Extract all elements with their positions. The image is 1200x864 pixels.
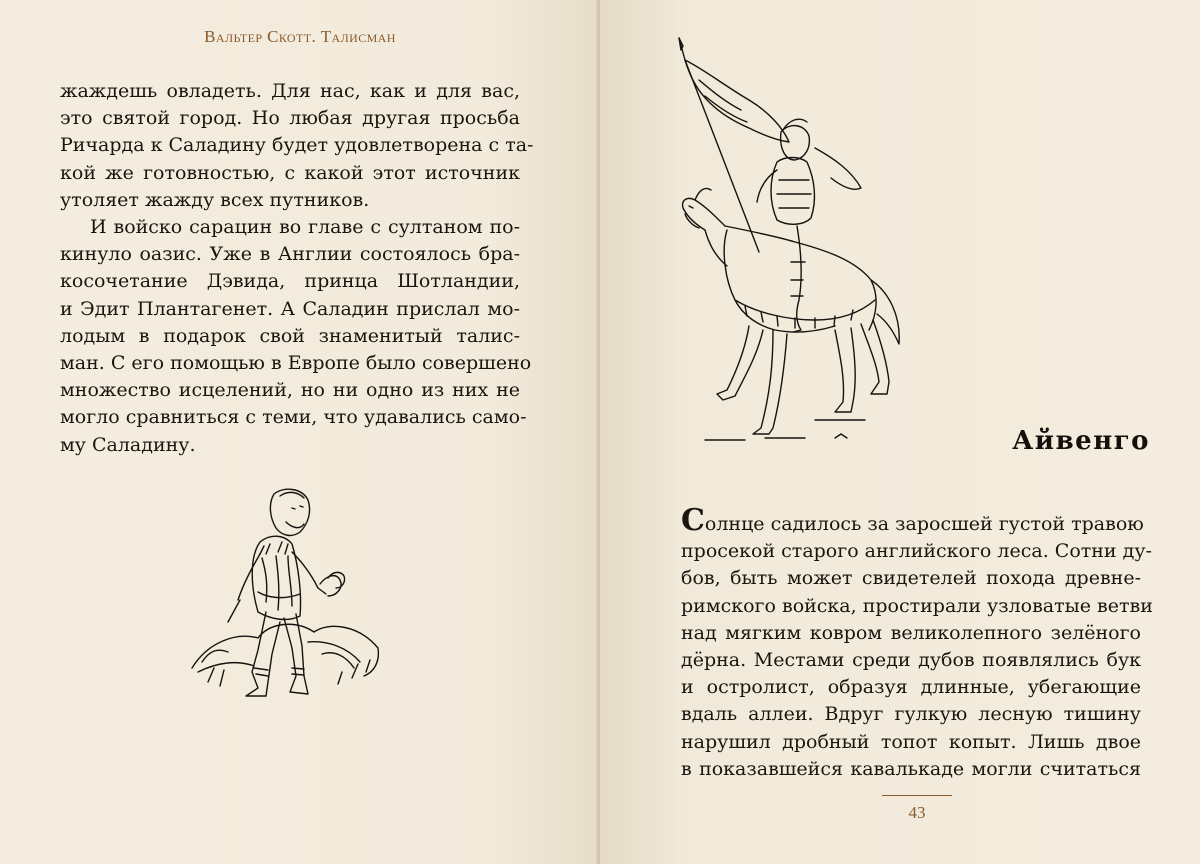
page-number-rule xyxy=(882,795,952,796)
right-page xyxy=(600,0,1200,864)
page-number: 43 xyxy=(908,803,926,822)
text-line: и Эдит Плантагенет. А Саладин прислал мо- xyxy=(60,297,520,320)
text-line: римского войска, простирали узловатые ветви xyxy=(681,594,1153,617)
knight-drawing xyxy=(665,30,915,455)
text-line: кой же готовностью, с какой этот источник xyxy=(60,161,520,184)
text-line: и остролист, образуя длинные, убегающие xyxy=(681,676,1141,699)
text-line: бов, быть может свидетелей похода древне- xyxy=(681,567,1141,590)
text-line-first xyxy=(681,503,1144,538)
first-line-text: олнце садилось за заросшей густой травою xyxy=(704,513,1144,535)
running-head: Вальтер Скотт. Талисман xyxy=(204,27,396,46)
text-line: дёрна. Местами среди дубов появлялись бук xyxy=(681,649,1141,672)
text-line: над мягким ковром великолепного зелёного xyxy=(681,621,1141,644)
text-line: косочетание Дэвида, принца Шотландии, xyxy=(60,270,520,293)
text-line: могло сравниться с теми, что удавались само- xyxy=(60,406,527,429)
drop-cap: С xyxy=(681,503,705,538)
wild-man-drawing xyxy=(188,472,384,710)
chapter-title: Айвенго xyxy=(1012,426,1150,456)
text-line: множество исцелений, но ни одно из них не xyxy=(60,379,520,402)
wild-man-illustration xyxy=(188,472,384,710)
text-line: Ричарда к Саладину будет удовлетворена с та- xyxy=(60,134,534,157)
text-line: му Саладину. xyxy=(60,433,196,456)
text-line: ман. С его помощью в Европе было совершено xyxy=(60,352,532,375)
text-line: лодым в подарок свой знаменитый талис- xyxy=(60,324,520,347)
text-line: просекой старого английского леса. Сотни ду- xyxy=(681,540,1152,563)
left-page-text xyxy=(60,78,534,459)
text-line: жаждешь овладеть. Для нас, как и для вас, xyxy=(60,80,520,102)
mounted-knight-illustration xyxy=(665,30,915,455)
text-line: утоляет жажду всех путников. xyxy=(60,188,370,211)
text-line: нарушил дробный топот копыт. Лишь двое xyxy=(681,730,1141,753)
text-line: это святой город. Но любая другая просьба xyxy=(60,107,520,130)
text-line: в показавшейся кавалькаде могли считаться xyxy=(681,757,1141,780)
text-line: И войско сарацин во главе с султаном по- xyxy=(90,216,520,239)
right-page-text xyxy=(681,503,1153,783)
text-line: вдаль аллеи. Вдруг гулкую лесную тишину xyxy=(681,703,1141,726)
text-line: кинуло оазис. Уже в Англии состоялось бра- xyxy=(60,243,520,266)
